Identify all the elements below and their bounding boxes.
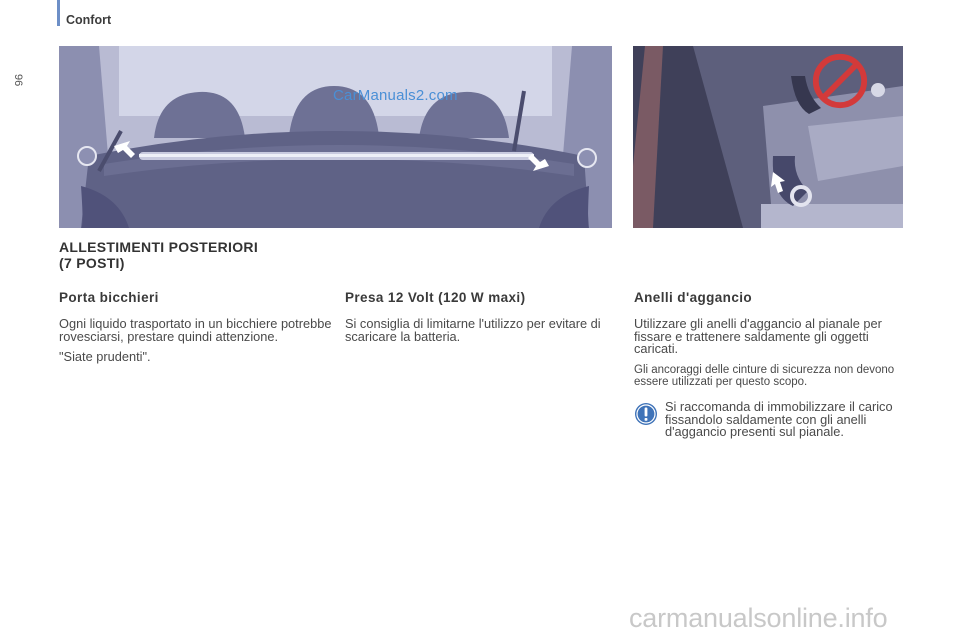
rings-warning-text: Si raccomanda di immobilizzare il carico fissandolo saldamente con gli anelli d'aggancio presenti sul pianale.: [665, 399, 893, 439]
section-label: Confort: [66, 13, 112, 27]
rings-warning-box: [634, 401, 909, 439]
exclamation-circle-icon: [634, 402, 658, 426]
socket-paragraph-1: Si consiglia di limitarne l'utilizzo per evitare di scaricare la batteria.: [345, 316, 601, 344]
header-accent-bar: [57, 0, 60, 26]
socket-section: [345, 290, 605, 351]
rings-heading: Anelli d'aggancio: [634, 290, 753, 305]
cupholders-heading: Porta bicchieri: [59, 290, 159, 305]
rings-paragraph-1: Utilizzare gli anelli d'aggancio al pianale per fissare e trattenere saldamente gli oggetti caricati.: [634, 316, 882, 356]
cupholders-section: [59, 290, 334, 372]
rear-cargo-drawing: [59, 46, 612, 228]
anchor-ring-illustration: [633, 46, 903, 228]
page-number: 96: [12, 74, 24, 87]
footer-watermark: carmanualsonline.info: [629, 603, 888, 633]
page-title: [59, 239, 319, 271]
rings-section: [634, 290, 909, 388]
rings-note: Gli ancoraggi delle cinture di sicurezza non devono essere utilizzati per questo scopo.: [634, 363, 895, 388]
prohibited-sign-icon: [811, 52, 869, 110]
page-title-line-2: (7 POSTI): [59, 255, 125, 271]
socket-heading: Presa 12 Volt (120 W maxi): [345, 290, 526, 305]
rear-cargo-illustration: [59, 46, 612, 228]
cupholders-paragraph-1: Ogni liquido trasportato in un bicchiere potrebbe rovesciarsi, prestare quindi attenzione.: [59, 316, 332, 344]
watermark-text: CarManuals2.com: [333, 87, 458, 104]
cupholders-paragraph-2: "Siate prudenti".: [59, 349, 151, 364]
page-title-line-1: ALLESTIMENTI POSTERIORI: [59, 239, 259, 255]
